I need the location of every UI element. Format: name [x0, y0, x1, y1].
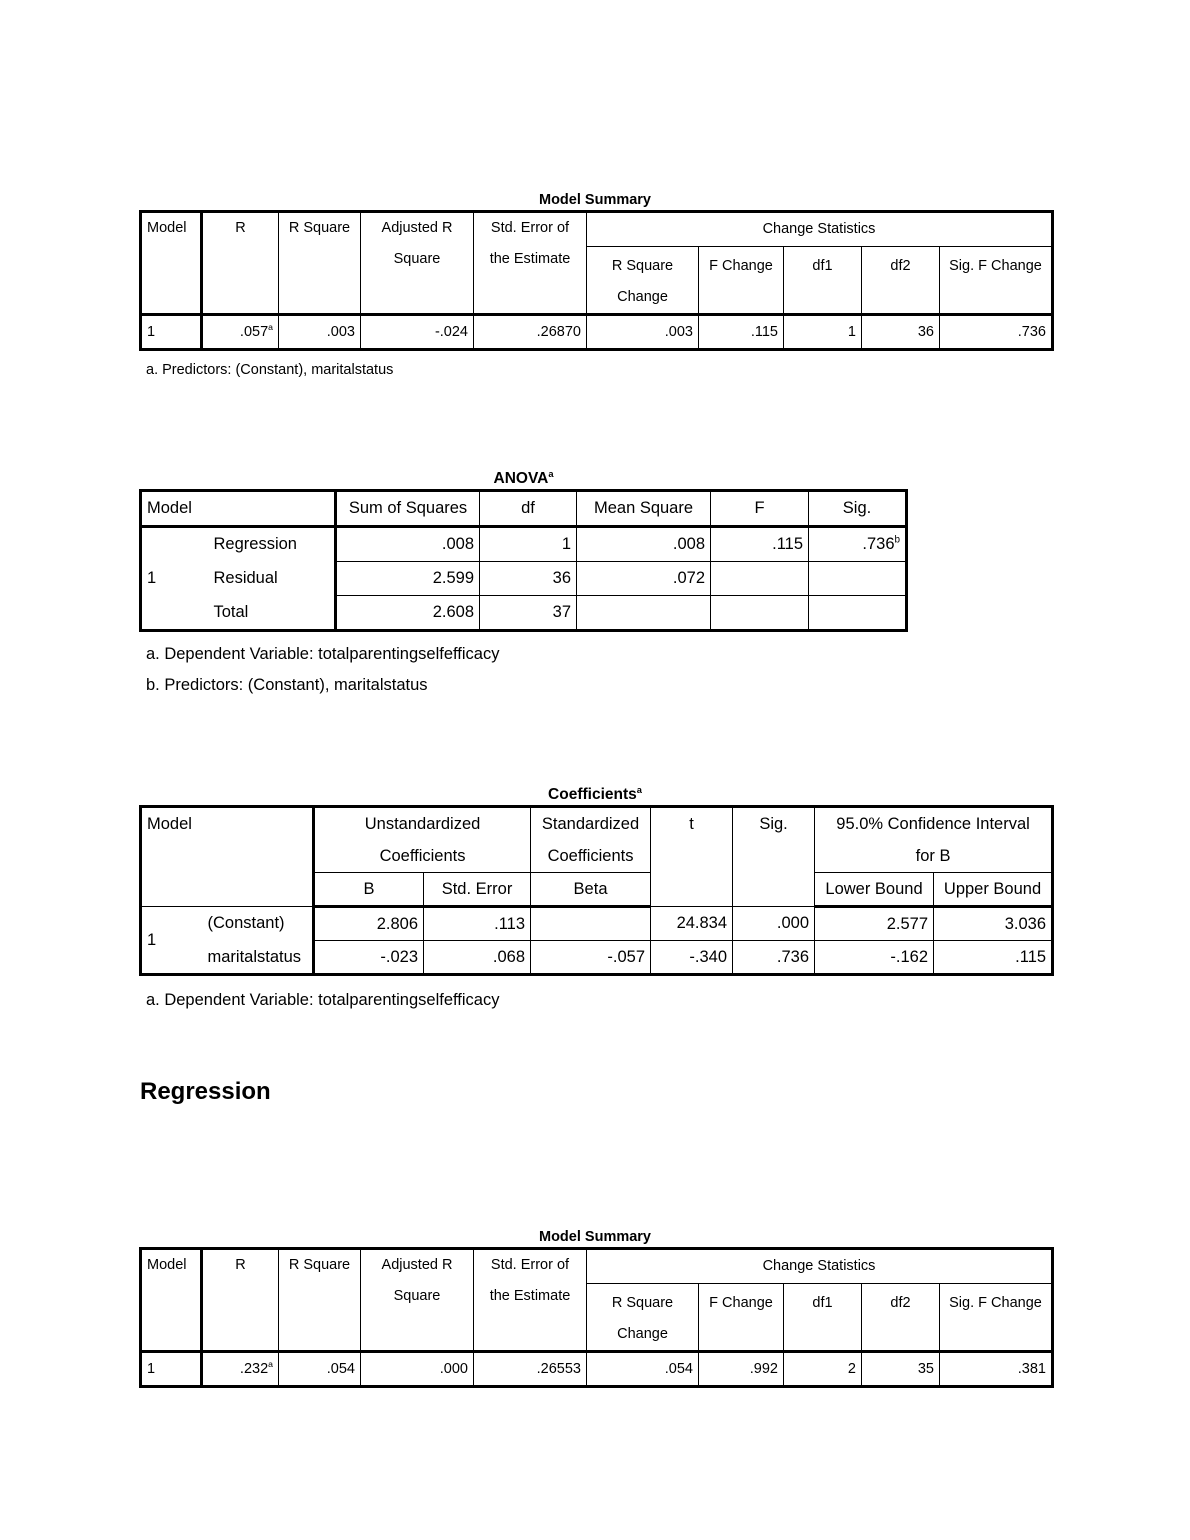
cell-mean-square: [577, 596, 711, 631]
cell-b: -.023: [314, 941, 424, 975]
cell-std-error: .113: [424, 907, 531, 941]
cell-r-square: .003: [279, 315, 361, 350]
anova-footnote-a: a. Dependent Variable: totalparentingselfefficacy: [146, 645, 500, 663]
cell-b: 2.806: [314, 907, 424, 941]
cell-f-change: .115: [699, 315, 784, 350]
header-f-change: F Change: [699, 247, 784, 315]
header-unstandardized-coefficients: Unstandardized Coefficients: [314, 807, 531, 873]
table-row: [141, 315, 1053, 350]
coefficients-title: Coefficients$^a$: [548, 784, 642, 803]
header-sig: Sig.: [809, 491, 907, 527]
cell-std-error: .26553: [474, 1352, 587, 1387]
header-change-statistics: Change Statistics: [587, 1249, 1053, 1284]
table-row: [141, 562, 907, 596]
header-confidence-interval: 95.0% Confidence Interval for B: [815, 807, 1053, 873]
cell-lower-bound: -.162: [815, 941, 934, 975]
model-summary-title: Model Summary: [539, 1229, 651, 1245]
header-std-error: Std. Error of the Estimate: [474, 212, 587, 315]
coefficients-table: [139, 785, 1054, 976]
cell-df1: 2: [784, 1352, 862, 1387]
cell-model-number: 1: [141, 527, 209, 631]
model-summary-table-1: [139, 190, 1054, 351]
cell-r-square-change: .003: [587, 315, 699, 350]
header-df: df: [480, 491, 577, 527]
model-summary-footnote-a: a. Predictors: (Constant), maritalstatus: [146, 362, 394, 378]
header-df1: df1: [784, 1284, 862, 1352]
header-f-change: F Change: [699, 1284, 784, 1352]
model-summary-title: Model Summary: [539, 192, 651, 208]
cell-df: 37: [480, 596, 577, 631]
cell-beta: [531, 907, 651, 941]
header-df2: df2: [862, 1284, 940, 1352]
cell-t: 24.834: [651, 907, 733, 941]
anova-table: [139, 469, 908, 632]
cell-model-number: 1: [141, 907, 203, 975]
table-row: [141, 941, 1053, 975]
cell-lower-bound: 2.577: [815, 907, 934, 941]
cell-r: .232$^a$: [202, 1352, 279, 1387]
anova-title: ANOVA$^a$: [493, 468, 554, 487]
table-row: [141, 1352, 1053, 1387]
header-model: Model: [141, 212, 202, 315]
cell-sig: .736: [733, 941, 815, 975]
cell-sig: [809, 596, 907, 631]
cell-sum-of-squares: 2.608: [336, 596, 480, 631]
cell-f: [711, 596, 809, 631]
header-r: R: [202, 212, 279, 315]
header-r: R: [202, 1249, 279, 1352]
cell-term: (Constant): [203, 907, 314, 941]
header-r-square-change: R Square Change: [587, 247, 699, 315]
header-upper-bound: Upper Bound: [934, 873, 1053, 907]
cell-df1: 1: [784, 315, 862, 350]
header-adjusted-r-square: Adjusted R Square: [361, 212, 474, 315]
cell-t: -.340: [651, 941, 733, 975]
section-heading: Regression: [140, 1078, 271, 1105]
cell-mean-square: .072: [577, 562, 711, 596]
cell-model: 1: [141, 1352, 202, 1387]
cell-beta: -.057: [531, 941, 651, 975]
anova-footnote-b: b. Predictors: (Constant), maritalstatus: [146, 676, 428, 694]
cell-term: maritalstatus: [203, 941, 314, 975]
cell-model: 1: [141, 315, 202, 350]
header-model: Model: [141, 1249, 202, 1352]
header-mean-square: Mean Square: [577, 491, 711, 527]
header-sig-f-change: Sig. F Change: [940, 247, 1053, 315]
cell-f: .115: [711, 527, 809, 562]
table-row: [141, 907, 1053, 941]
header-std-error: Std. Error of the Estimate: [474, 1249, 587, 1352]
header-lower-bound: Lower Bound: [815, 873, 934, 907]
cell-adjusted-r-square: -.024: [361, 315, 474, 350]
header-model: Model: [141, 491, 336, 527]
table-row: [141, 527, 907, 562]
header-sig: Sig.: [733, 807, 815, 907]
table-row: [141, 596, 907, 631]
header-r-square-change: R Square Change: [587, 1284, 699, 1352]
cell-r-square: .054: [279, 1352, 361, 1387]
cell-adjusted-r-square: .000: [361, 1352, 474, 1387]
cell-std-error: .068: [424, 941, 531, 975]
header-df2: df2: [862, 247, 940, 315]
header-b: B: [314, 873, 424, 907]
header-standardized-coefficients: Standardized Coefficients: [531, 807, 651, 873]
header-df1: df1: [784, 247, 862, 315]
cell-df2: 36: [862, 315, 940, 350]
cell-source: Residual: [209, 562, 336, 596]
cell-mean-square: .008: [577, 527, 711, 562]
cell-sig: .000: [733, 907, 815, 941]
cell-sum-of-squares: .008: [336, 527, 480, 562]
cell-r-square-change: .054: [587, 1352, 699, 1387]
cell-source: Regression: [209, 527, 336, 562]
header-std-error: Std. Error: [424, 873, 531, 907]
cell-source: Total: [209, 596, 336, 631]
header-t: t: [651, 807, 733, 907]
cell-df2: 35: [862, 1352, 940, 1387]
cell-sig: [809, 562, 907, 596]
header-beta: Beta: [531, 873, 651, 907]
header-change-statistics: Change Statistics: [587, 212, 1053, 247]
header-model: Model: [141, 807, 314, 907]
cell-f: [711, 562, 809, 596]
cell-upper-bound: 3.036: [934, 907, 1053, 941]
header-r-square: R Square: [279, 1249, 361, 1352]
cell-sig: .736$^b$: [809, 527, 907, 562]
cell-r: .057$^a$: [202, 315, 279, 350]
coefficients-footnote-a: a. Dependent Variable: totalparentingselfefficacy: [146, 991, 500, 1009]
cell-sig-f-change: .736: [940, 315, 1053, 350]
model-summary-table-2: [139, 1227, 1054, 1388]
cell-df: 36: [480, 562, 577, 596]
header-sig-f-change: Sig. F Change: [940, 1284, 1053, 1352]
header-f: F: [711, 491, 809, 527]
header-r-square: R Square: [279, 212, 361, 315]
cell-f-change: .992: [699, 1352, 784, 1387]
cell-std-error: .26870: [474, 315, 587, 350]
cell-df: 1: [480, 527, 577, 562]
cell-sum-of-squares: 2.599: [336, 562, 480, 596]
header-sum-of-squares: Sum of Squares: [336, 491, 480, 527]
header-adjusted-r-square: Adjusted R Square: [361, 1249, 474, 1352]
cell-sig-f-change: .381: [940, 1352, 1053, 1387]
cell-upper-bound: .115: [934, 941, 1053, 975]
